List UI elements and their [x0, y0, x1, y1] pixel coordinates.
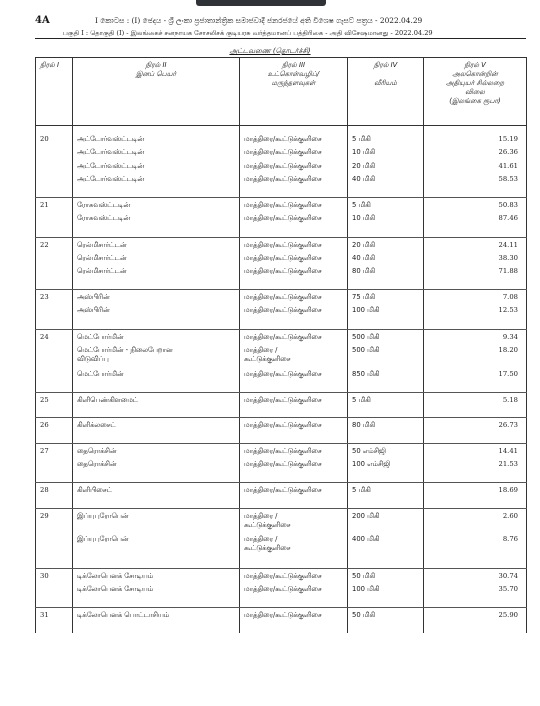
- item-number: [36, 211, 73, 225]
- dosage-form: மாத்திரை/கூட்டுக்குளிசை: [240, 443, 348, 457]
- strength: 5 மிகி: [348, 392, 424, 406]
- generic-name: மெட்போர்மின்: [73, 329, 240, 343]
- dosage-form: மாத்திரை/கூட்டுக்குளிசை: [240, 418, 348, 432]
- strength: 75 மிகி: [348, 290, 424, 304]
- separator-cell: [348, 406, 424, 418]
- generic-name: டிக்லோபெனக் பொட்டாசியம்: [73, 607, 240, 621]
- dosage-form: மாத்திரை/கூட்டுக்குளிசை: [240, 198, 348, 212]
- generic-name: அட்டோர்வஸ்ட்டடின்: [73, 159, 240, 173]
- group-separator: [36, 595, 527, 607]
- max-retail-price: 18.69: [424, 483, 527, 497]
- generic-name: அட்டோர்வஸ்ட்டடின்: [73, 172, 240, 186]
- dosage-form: மாத்திரை/கூட்டுக்குளிசை: [240, 329, 348, 343]
- table-row: [36, 145, 527, 159]
- generic-name: கிளிக்லசைட்: [73, 418, 240, 432]
- dosage-form: மாத்திரை/கூட்டுக்குளிசை: [240, 392, 348, 406]
- item-number: 25: [36, 392, 73, 406]
- separator-cell: [240, 556, 348, 568]
- separator-cell: [424, 380, 527, 392]
- generic-name: ரோசுவஸ்ட்டடின்: [73, 198, 240, 212]
- separator-cell: [73, 556, 240, 568]
- item-number: 23: [36, 290, 73, 304]
- strength: 80 மிகி: [348, 264, 424, 278]
- column-header: நிரல் IV வீரியம்: [348, 58, 424, 126]
- table-row: [36, 132, 527, 146]
- max-retail-price: 25.90: [424, 607, 527, 621]
- table-row: [36, 237, 527, 251]
- max-retail-price: 17.50: [424, 367, 527, 381]
- gazette-header-tamil: பகுதி I : தொகுதி (I) - இலங்கைச் சனநாயக சோசலிசக் குடியரசு வர்த்தமானப் பத்திரிகை - அதி விசேஷமானது - 2022.04.29: [63, 29, 433, 37]
- separator-cell: [348, 225, 424, 237]
- table-row: [36, 532, 527, 556]
- generic-name: ரெல்மிசார்ட்டன்: [73, 264, 240, 278]
- generic-name: அட்டோர்வஸ்ட்டடின்: [73, 132, 240, 146]
- strength: 10 மிகி: [348, 145, 424, 159]
- separator-cell: [36, 317, 73, 329]
- item-number: 26: [36, 418, 73, 432]
- max-retail-price: 26.73: [424, 418, 527, 432]
- separator-cell: [73, 406, 240, 418]
- group-separator: [36, 278, 527, 290]
- table-row: [36, 251, 527, 265]
- table-header-row: [36, 58, 527, 126]
- separator-cell: [348, 556, 424, 568]
- item-number: 21: [36, 198, 73, 212]
- item-number: 27: [36, 443, 73, 457]
- viewer-toolbar-tab[interactable]: [196, 0, 326, 6]
- strength: 5 மிகி: [348, 132, 424, 146]
- group-separator: [36, 186, 527, 198]
- separator-cell: [36, 380, 73, 392]
- separator-cell: [424, 317, 527, 329]
- max-retail-price: 41.61: [424, 159, 527, 173]
- table-row: [36, 264, 527, 278]
- separator-cell: [36, 431, 73, 443]
- table-row: [36, 329, 527, 343]
- max-retail-price: 38.30: [424, 251, 527, 265]
- separator-cell: [348, 380, 424, 392]
- dosage-form: மாத்திரை/கூட்டுக்குளிசை: [240, 132, 348, 146]
- separator-cell: [348, 317, 424, 329]
- tail-cell: [36, 621, 73, 633]
- generic-name: அஸ்பிரின்: [73, 290, 240, 304]
- separator-cell: [348, 278, 424, 290]
- max-retail-price: 7.08: [424, 290, 527, 304]
- separator-cell: [36, 471, 73, 483]
- item-number: 28: [36, 483, 73, 497]
- separator-cell: [240, 186, 348, 198]
- strength: 50 மிகி: [348, 607, 424, 621]
- max-retail-price: 18.20: [424, 343, 527, 367]
- max-retail-price: 71.88: [424, 264, 527, 278]
- tail-cell: [424, 621, 527, 633]
- generic-name: இப்யுபுரோபென்: [73, 508, 240, 532]
- table-row: [36, 508, 527, 532]
- dosage-form: மாத்திரை/கூட்டுக்குளிசை: [240, 290, 348, 304]
- separator-cell: [348, 186, 424, 198]
- table-row: [36, 392, 527, 406]
- strength: 100 மிகி: [348, 582, 424, 596]
- group-separator: [36, 471, 527, 483]
- strength: 50 மிகி: [348, 568, 424, 582]
- strength: 50 எம்சிஜி: [348, 443, 424, 457]
- separator-cell: [36, 595, 73, 607]
- strength: 80 மிகி: [348, 418, 424, 432]
- dosage-form: மாத்திரை/கூட்டுக்குளிசை: [240, 568, 348, 582]
- strength: 10 மிகி: [348, 211, 424, 225]
- strength: 5 மிகி: [348, 483, 424, 497]
- separator-cell: [424, 496, 527, 508]
- separator-cell: [240, 471, 348, 483]
- dosage-form: மாத்திரை/கூட்டுக்குளிசை: [240, 367, 348, 381]
- dosage-form: மாத்திரை/கூட்டுக்குளிசை: [240, 172, 348, 186]
- table-row: [36, 303, 527, 317]
- max-retail-price: 50.83: [424, 198, 527, 212]
- generic-name: அட்டோர்வஸ்ட்டடின்: [73, 145, 240, 159]
- generic-name: இப்யுபுரோபென்: [73, 532, 240, 556]
- item-number: 22: [36, 237, 73, 251]
- item-number: [36, 264, 73, 278]
- generic-name: ரோசுவஸ்ட்டடின்: [73, 211, 240, 225]
- separator-cell: [348, 471, 424, 483]
- separator-cell: [240, 225, 348, 237]
- separator-cell: [424, 406, 527, 418]
- separator-cell: [240, 496, 348, 508]
- separator-cell: [36, 406, 73, 418]
- separator-cell: [36, 278, 73, 290]
- max-retail-price: 35.70: [424, 582, 527, 596]
- separator-cell: [348, 431, 424, 443]
- generic-name: மெட்போர்மின்: [73, 367, 240, 381]
- table-row: [36, 418, 527, 432]
- separator-cell: [36, 556, 73, 568]
- column-header: நிரல் III உட்கொள்வழிப்/ மருந்தளவுகள்: [240, 58, 348, 126]
- separator-cell: [73, 431, 240, 443]
- item-number: [36, 145, 73, 159]
- column-header: நிரல் I: [36, 58, 73, 126]
- max-retail-price: 24.11: [424, 237, 527, 251]
- separator-cell: [424, 225, 527, 237]
- separator-cell: [240, 380, 348, 392]
- item-number: [36, 582, 73, 596]
- item-number: [36, 532, 73, 556]
- dosage-form: மாத்திரை/கூட்டுக்குளிசை: [240, 483, 348, 497]
- item-number: [36, 172, 73, 186]
- item-number: [36, 457, 73, 471]
- separator-cell: [73, 595, 240, 607]
- separator-cell: [424, 595, 527, 607]
- max-retail-price: 21.53: [424, 457, 527, 471]
- max-retail-price: 12.53: [424, 303, 527, 317]
- strength: 20 மிகி: [348, 159, 424, 173]
- strength: 500 மிகி: [348, 329, 424, 343]
- separator-cell: [424, 278, 527, 290]
- dosage-form: மாத்திரை/கூட்டுக்குளிசை: [240, 457, 348, 471]
- group-separator: [36, 317, 527, 329]
- max-retail-price: 5.18: [424, 392, 527, 406]
- dosage-form: மாத்திரை/கூட்டுக்குளிசை: [240, 582, 348, 596]
- separator-cell: [73, 317, 240, 329]
- strength: 20 மிகி: [348, 237, 424, 251]
- separator-cell: [36, 496, 73, 508]
- dosage-form: மாத்திரை/கூட்டுக்குளிசை: [240, 237, 348, 251]
- item-number: 24: [36, 329, 73, 343]
- max-retail-price: 8.76: [424, 532, 527, 556]
- separator-cell: [348, 496, 424, 508]
- item-number: 20: [36, 132, 73, 146]
- tail-cell: [73, 621, 240, 633]
- group-separator: [36, 431, 527, 443]
- group-separator: [36, 406, 527, 418]
- dosage-form: மாத்திரை/கூட்டுக்குளிசை: [240, 159, 348, 173]
- generic-name: ரெல்மிசார்ட்டன்: [73, 237, 240, 251]
- separator-cell: [240, 278, 348, 290]
- separator-cell: [36, 225, 73, 237]
- generic-name: தைரொக்சின்: [73, 457, 240, 471]
- price-table: [35, 57, 527, 633]
- separator-cell: [73, 225, 240, 237]
- separator-cell: [73, 471, 240, 483]
- dosage-form: மாத்திரை/கூட்டுக்குளிசை: [240, 211, 348, 225]
- table-row: [36, 343, 527, 367]
- dosage-form: மாத்திரை/கூட்டுக்குளிசை: [240, 303, 348, 317]
- separator-cell: [73, 496, 240, 508]
- separator-cell: [424, 556, 527, 568]
- max-retail-price: 26.36: [424, 145, 527, 159]
- separator-cell: [240, 595, 348, 607]
- separator-cell: [240, 431, 348, 443]
- table-row: [36, 198, 527, 212]
- dosage-form: மாத்திரை / கூட்டுக்குளிசை: [240, 532, 348, 556]
- item-number: 30: [36, 568, 73, 582]
- strength: 500 மிகி: [348, 343, 424, 367]
- separator-cell: [348, 595, 424, 607]
- item-number: 31: [36, 607, 73, 621]
- separator-cell: [424, 186, 527, 198]
- dosage-form: மாத்திரை/கூட்டுக்குளிசை: [240, 145, 348, 159]
- max-retail-price: 30.74: [424, 568, 527, 582]
- item-number: [36, 367, 73, 381]
- generic-name: அஸ்பிரின்: [73, 303, 240, 317]
- column-header: நிரல் II இனப் பெயர்: [73, 58, 240, 126]
- strength: 40 மிகி: [348, 172, 424, 186]
- separator-cell: [424, 471, 527, 483]
- gazette-header-sinhala: I කොටස : (I) ඡෙදය - ශ්‍රී ලංකා ප්‍රජාතාන්ත්‍රික සමාජවාදී ජනරජයේ අති විශෙෂ ගැසට් පත්‍රය - 2022.04.29: [95, 16, 423, 25]
- max-retail-price: 87.46: [424, 211, 527, 225]
- group-separator: [36, 380, 527, 392]
- item-number: [36, 159, 73, 173]
- table-row: [36, 367, 527, 381]
- table-row: [36, 172, 527, 186]
- separator-cell: [424, 431, 527, 443]
- separator-cell: [73, 278, 240, 290]
- max-retail-price: 15.19: [424, 132, 527, 146]
- table-title: அட்டவணை (தொடர்ச்சி): [229, 47, 311, 55]
- generic-name: கிளிபிசைட்: [73, 483, 240, 497]
- separator-cell: [240, 317, 348, 329]
- table-row: [36, 582, 527, 596]
- group-separator: [36, 556, 527, 568]
- separator-cell: [36, 186, 73, 198]
- strength: 100 எம்சிஜி: [348, 457, 424, 471]
- generic-name: தைரொக்சின்: [73, 443, 240, 457]
- tail-cell: [240, 621, 348, 633]
- item-number: [36, 251, 73, 265]
- dosage-form: மாத்திரை/கூட்டுக்குளிசை: [240, 607, 348, 621]
- table-body: [36, 126, 527, 633]
- max-retail-price: 9.34: [424, 329, 527, 343]
- dosage-form: மாத்திரை / கூட்டுக்குளிசை: [240, 508, 348, 532]
- table-row: [36, 211, 527, 225]
- strength: 100 மிகி: [348, 303, 424, 317]
- generic-name: டிக்லோபெனக் சோடியம்: [73, 582, 240, 596]
- generic-name: ரெல்மிசார்ட்டன்: [73, 251, 240, 265]
- table-row: [36, 457, 527, 471]
- max-retail-price: 14.41: [424, 443, 527, 457]
- strength: 200 மிகி: [348, 508, 424, 532]
- generic-name: மெட்போர்மின் - நிலைபேறான விடுவிப்பு: [73, 343, 240, 367]
- table-row: [36, 290, 527, 304]
- separator-cell: [73, 380, 240, 392]
- header-divider: [35, 38, 526, 39]
- separator-cell: [240, 406, 348, 418]
- dosage-form: மாத்திரை / கூட்டுக்குளிசை: [240, 343, 348, 367]
- column-header: நிரல் V அலகொன்றின் அதியுயர் சில்லறை விலை (இலங்கை ரூபா): [424, 58, 527, 126]
- table-row: [36, 443, 527, 457]
- dosage-form: மாத்திரை/கூட்டுக்குளிசை: [240, 251, 348, 265]
- item-number: 29: [36, 508, 73, 532]
- dosage-form: மாத்திரை/கூட்டுக்குளிசை: [240, 264, 348, 278]
- strength: 5 மிகி: [348, 198, 424, 212]
- group-separator: [36, 496, 527, 508]
- generic-name: டிக்லோபெனக் சோடியம்: [73, 568, 240, 582]
- page-number: 4A: [35, 15, 50, 26]
- item-number: [36, 303, 73, 317]
- strength: 400 மிகி: [348, 532, 424, 556]
- generic-name: கிளிபெண்கிளமைட்: [73, 392, 240, 406]
- table-row: [36, 159, 527, 173]
- table-tail-row: [36, 621, 527, 633]
- table-row: [36, 483, 527, 497]
- group-separator: [36, 225, 527, 237]
- separator-cell: [73, 186, 240, 198]
- strength: 40 மிகி: [348, 251, 424, 265]
- strength: 850 மிகி: [348, 367, 424, 381]
- table-row: [36, 568, 527, 582]
- price-table-container: [35, 57, 526, 633]
- max-retail-price: 58.53: [424, 172, 527, 186]
- tail-cell: [348, 621, 424, 633]
- table-row: [36, 607, 527, 621]
- item-number: [36, 343, 73, 367]
- max-retail-price: 2.60: [424, 508, 527, 532]
